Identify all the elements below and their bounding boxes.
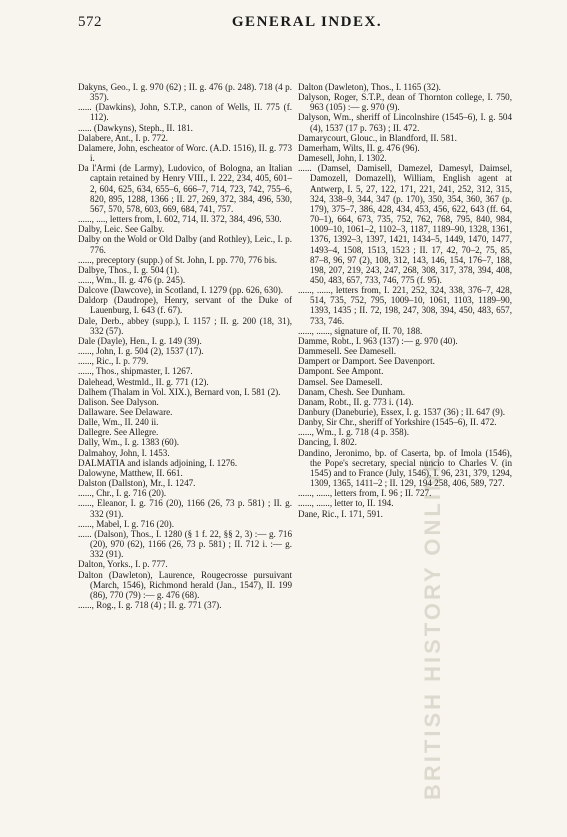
index-entry: ...... (Dalson), Thos., I. 1280 (§ 1 f. 22, §§ 2, 3) :— g. 716 (20), 970 (62), 1166 (26, 73 p. 581) ; II. 712 i. :— g. 332 (91). xyxy=(78,528,292,560)
watermark: BRITISH HISTORY ONLINE xyxy=(420,454,445,800)
index-entry: ......, Wm., I. g. 718 (4 p. 358). xyxy=(298,427,409,438)
index-entry: Dalison. See Dalyson. xyxy=(78,396,159,407)
index-entry: Dalowyne, Matthew, II. 661. xyxy=(78,467,183,478)
page-title: GENERAL INDEX. xyxy=(231,14,383,30)
index-entry: Dalcove (Dawcove), in Scotland, I. 1279 (pp. 626, 630). xyxy=(78,285,284,296)
index-entry: ...... (Dawkyns), Steph., II. 181. xyxy=(78,122,193,133)
index-entry: ......, Mabel, I. g. 716 (20). xyxy=(78,518,174,529)
index-entry: Dalmahoy, John, I. 1453. xyxy=(78,447,170,458)
index-entry: Dalehead, Westmld., II. g. 771 (12). xyxy=(78,376,209,387)
index-entry: Damesell, John, I. 1302. xyxy=(298,153,387,164)
index-entry: Dally, Wm., I. g. 1383 (60). xyxy=(78,437,180,448)
index-entry: Dalyson, Wm., sheriff of Lincolnshire (1545–6), I. g. 504 (4), 1537 (17 p. 763) ; II. 472. xyxy=(298,112,512,133)
index-entry: Danby, Sir Chr., sheriff of Yorkshire (1545–6), II. 472. xyxy=(298,417,497,428)
left-column xyxy=(78,82,292,610)
index-entry: Dalton, Yorks., I. p. 777. xyxy=(78,559,168,570)
index-entry: ......, John, I. g. 504 (2), 1537 (17). xyxy=(78,346,204,357)
index-entry: Dammesell. See Damesell. xyxy=(298,346,396,357)
index-entry: ......, Rog., I. g. 718 (4) ; II. g. 771 (37). xyxy=(78,599,222,610)
index-entry: Damarycourt, Glouc., in Blandford, II. 581. xyxy=(298,132,457,143)
index-entry: Dalyson, Roger, S.T.P., dean of Thornton college, I. 750, 963 (105) :— g. 970 (9). xyxy=(298,92,512,113)
index-entry: ......, ......, letter to, II. 194. xyxy=(298,498,394,509)
right-column xyxy=(298,82,512,519)
index-entry: ......, Thos., shipmaster, I. 1267. xyxy=(78,366,193,377)
index-entry: Dalbye, Thos., I. g. 504 (1). xyxy=(78,264,180,275)
index-entry: Dampont. See Ampont. xyxy=(298,366,384,377)
index-entry: Dalby on the Wold or Old Dalby (and Rothley), Leic., I. p. 776. xyxy=(78,234,292,255)
index-entry: ...... (Damsel, Damisell, Damezel, Damesyl, Daimsel, Damozell, Domazell), William, English agent at Antwerp, I. 5, 27, 122, 171, 221, 241, 252, 312, 315, 324, 338–9, 344, 347 (p. 170), 350, 354, 360, 367 (p. 179), 375–7, 386, 428, 434, 453, 456, 622, 643 (ff. 64, 70–1), 664, 673, 735, 752, 762, 768, 795, 840, 984, 1009–10, 1061–2, 1102–3, 1187, 1189–90, 1328, 1361, 1376, 1392–3, 1397, 1421, 1434–5, 1449, 1470, 1477, 1493–4, 1508, 1513, 1523 ; II. 17, 42, 70–2, 75, 85, 87–8, 96, 97 (2), 108, 312, 143, 146, 154, 176–7, 188, 198, 207, 219, 243, 247, 268, 308, 317, 378, 394, 408, 450, 483, 657, 733, 746, 775 (f. 95). xyxy=(298,163,512,285)
index-entry: ......, ......, signature of, II. 70, 188. xyxy=(298,325,423,336)
index-entry: ......, Ric., I. p. 779. xyxy=(78,356,149,367)
index-entry: Dalton (Dawleton), Thos., I. 1165 (32). xyxy=(298,82,441,92)
index-entry: Danam, Robt., II. g. 773 i. (14). xyxy=(298,396,414,407)
index-entry: Dalhem (Thalam in Vol. XIX.), Bernard von, I. 581 (2). xyxy=(78,386,281,397)
index-entry: Daldorp (Daudrope), Henry, servant of the Duke of Lauenburg, I. 643 (f. 67). xyxy=(78,295,292,316)
index-entry: ......, preceptory (supp.) of St. John, I. pp. 770, 776 bis. xyxy=(78,254,278,265)
index-entry: Damerham, Wilts, II. g. 476 (96). xyxy=(298,142,420,153)
index-entry: Dandino, Jeronimo, bp. of Caserta, bp. of Imola (1546), the Pope's secretary, special nuncio to Charles V. (in 1545) and to France (July, 1546), I. 96, 231, 379, 1294, 1309, 1365, 1411–2 ; II. 129, 194 258, 406, 589, 727. xyxy=(298,447,512,489)
index-entry: Dampert or Damport. See Davenport. xyxy=(298,356,435,367)
index-entry: DALMATIA and islands adjoining, I. 1276. xyxy=(78,457,238,468)
index-entry: Dalton (Dawleton), Laurence, Rougecrosse pursuivant (March, 1546), Richmond herald (Jan., 1547), II. 199 (86), 770 (79) :— g. 476 (68). xyxy=(78,569,292,600)
index-entry: Dalabere, Ant., I. p. 772. xyxy=(78,132,168,143)
index-entry: ......, ......, letters from, I. 221, 252, 324, 338, 376–7, 428, 514, 735, 752, 795, 1009–10, 1061, 1103, 1189–90, 1393, 1435 ; II. 72, 198, 247, 308, 394, 450, 483, 657, 733, 746. xyxy=(298,285,512,326)
index-entry: Dalby, Leic. See Galby. xyxy=(78,224,165,235)
index-entry: Dale, Derb., abbey (supp.), I. 1157 ; II. g. 200 (18, 31), 332 (57). xyxy=(78,315,292,336)
index-entry: ......, ...., letters from, I. 602, 714, II. 372, 384, 496, 530. xyxy=(78,214,282,225)
page-number: 572 xyxy=(78,14,102,30)
page-header xyxy=(78,14,536,34)
index-entry: Dalston (Dallston), Mr., I. 1247. xyxy=(78,478,196,489)
index-entry: ...... (Dawkins), John, S.T.P., canon of Wells, II. 775 (f. 112). xyxy=(78,102,292,123)
index-entry: Da l'Armi (de Larmy), Ludovico, of Bologna, an Italian captain retained by Henry VIII., I. 222, 234, 405, 601–2, 604, 625, 634, 655–6, 666–7, 714, 723, 742, 755–6, 820, 895, 1288, 1366 ; II. 27, 269, 372, 384, 496, 530, 567, 570, 578, 603, 669, 684, 741, 757. xyxy=(78,163,292,214)
index-entry: Danbury (Daneburie), Essex, I. g. 1537 (36) ; II. 647 (9). xyxy=(298,407,506,417)
index-entry: ......, Chr., I. g. 716 (20). xyxy=(78,488,167,499)
index-entry: Dale (Dayle), Hen., I. g. 149 (39). xyxy=(78,335,202,346)
index-entry: Dancing, I. 802. xyxy=(298,437,357,448)
index-entry: Dakyns, Geo., I. g. 970 (62) ; II. g. 476 (p. 248). 718 (4 p. 357). xyxy=(78,82,292,103)
index-entry: ......, Eleanor, I. g. 716 (20), 1166 (26, 73 p. 581) ; II. g. 332 (91). xyxy=(78,498,292,519)
index-entry: ......, ......, letters from, I. 96 ; II. 727. xyxy=(298,488,432,499)
index-entry: Dallegre. See Allegre. xyxy=(78,427,159,438)
index-entry: ......, Wm., II. g. 476 (p. 245). xyxy=(78,274,186,285)
index-entry: Damsel. See Damesell. xyxy=(298,376,383,387)
index-entry: Dalamere, John, escheator of Worc. (A.D. 1516), II. g. 773 i. xyxy=(78,142,293,164)
index-entry: Dallaware. See Delaware. xyxy=(78,407,173,417)
index-entry: Danam, Chesh. See Dunham. xyxy=(298,386,406,397)
index-entry: Dane, Ric., I. 171, 591. xyxy=(298,508,383,519)
index-entry: Dalle, Wm., II. 240 ii. xyxy=(78,417,159,428)
index-entry: Damme, Robt., I. 963 (137) :— g. 970 (40). xyxy=(298,335,458,346)
